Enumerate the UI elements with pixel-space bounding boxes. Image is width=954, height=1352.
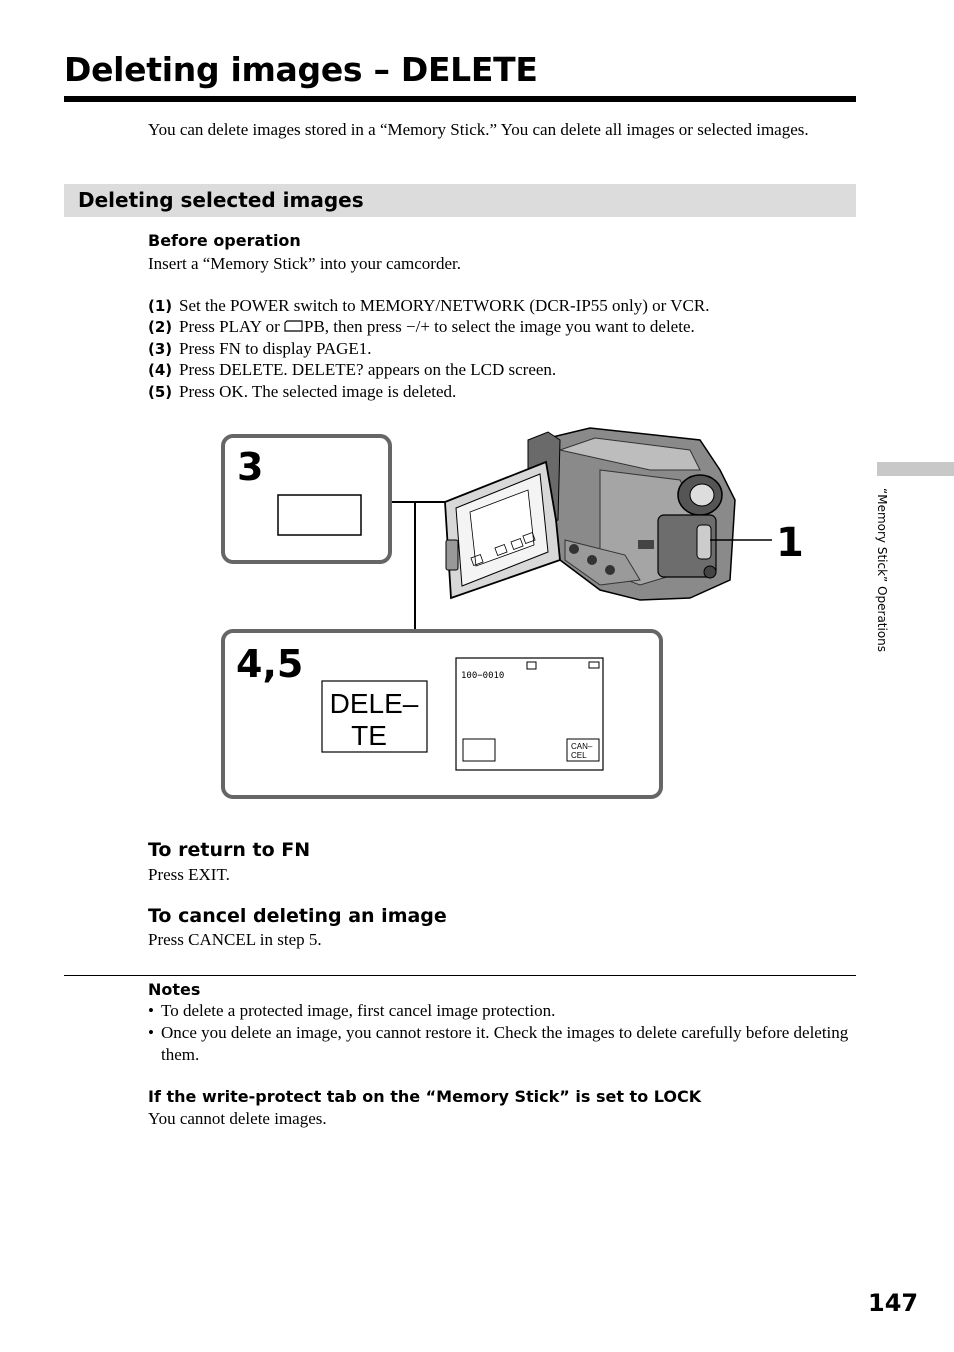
cancel-delete-heading: To cancel deleting an image xyxy=(148,905,447,927)
memory-stick-icon xyxy=(284,319,304,333)
step-text: Press OK. The selected image is deleted. xyxy=(179,382,457,401)
delete-button-label-2: TE xyxy=(351,720,387,751)
lcd-cancel-label-1: CAN– xyxy=(571,742,593,751)
step-text-cont: PB, then press −/+ to select the image you want to delete. xyxy=(304,317,695,336)
title-rule xyxy=(64,96,856,102)
note-text: To delete a protected image, first cancel image protection. xyxy=(161,1001,556,1020)
before-operation-text: Insert a “Memory Stick” into your camcorder. xyxy=(148,254,461,273)
cancel-delete-text: Press CANCEL in step 5. xyxy=(148,930,322,949)
side-section-label xyxy=(873,488,889,698)
lock-heading: If the write-protect tab on the “Memory Stick” is set to LOCK xyxy=(148,1087,702,1106)
step-4 xyxy=(148,359,556,381)
step-number: (4) xyxy=(148,361,173,379)
bullet-icon: • xyxy=(148,1023,154,1042)
section-title: Deleting selected images xyxy=(78,188,364,212)
lcd-cancel-label-2: CEL xyxy=(571,751,587,760)
callout-number-3: 3 xyxy=(237,445,264,489)
step-number: (3) xyxy=(148,340,173,358)
bullet-icon: • xyxy=(148,1001,154,1020)
fn-button-outline xyxy=(278,495,361,535)
callout-number-1: 1 xyxy=(776,520,804,566)
notes-divider xyxy=(64,975,856,976)
step-number: (5) xyxy=(148,383,173,401)
page-number: 147 xyxy=(868,1289,919,1317)
return-fn-text: Press EXIT. xyxy=(148,865,230,884)
lcd-ok-button xyxy=(463,739,495,761)
step-2 xyxy=(148,316,695,338)
step-text: Press FN to display PAGE1. xyxy=(179,339,372,358)
note-text: Once you delete an image, you cannot restore it. Check the images to delete carefully before deleting them. xyxy=(161,1023,849,1064)
intro-paragraph: You can delete images stored in a “Memory Stick.” You can delete all images or selected images. xyxy=(148,120,809,139)
notes-heading: Notes xyxy=(148,980,201,999)
step-text: Set the POWER switch to MEMORY/NETWORK (DCR-IP55 only) or VCR. xyxy=(179,296,710,315)
callout-number-45: 4,5 xyxy=(236,642,304,686)
step-5 xyxy=(148,381,456,403)
camcorder-illustration xyxy=(445,428,772,600)
side-section-text: “Memory Stick” Operations xyxy=(875,488,889,653)
step-1 xyxy=(148,295,709,317)
note-item xyxy=(148,1022,856,1065)
delete-button-label-1: DELE– xyxy=(329,688,419,719)
page-title: Deleting images – DELETE xyxy=(64,50,538,89)
camcorder-figure xyxy=(215,420,815,805)
return-fn-heading: To return to FN xyxy=(148,839,311,861)
step-text: Press PLAY or xyxy=(179,317,285,336)
note-item xyxy=(148,1000,856,1022)
section-tab-marker xyxy=(877,462,954,476)
before-operation-heading: Before operation xyxy=(148,231,301,250)
step-number: (2) xyxy=(148,318,173,336)
lock-text: You cannot delete images. xyxy=(148,1109,327,1128)
step-number: (1) xyxy=(148,297,173,315)
section-header xyxy=(64,184,856,217)
step-3 xyxy=(148,338,372,360)
step-text: Press DELETE. DELETE? appears on the LCD screen. xyxy=(179,360,557,379)
lcd-file-number: 100−0010 xyxy=(461,671,505,681)
